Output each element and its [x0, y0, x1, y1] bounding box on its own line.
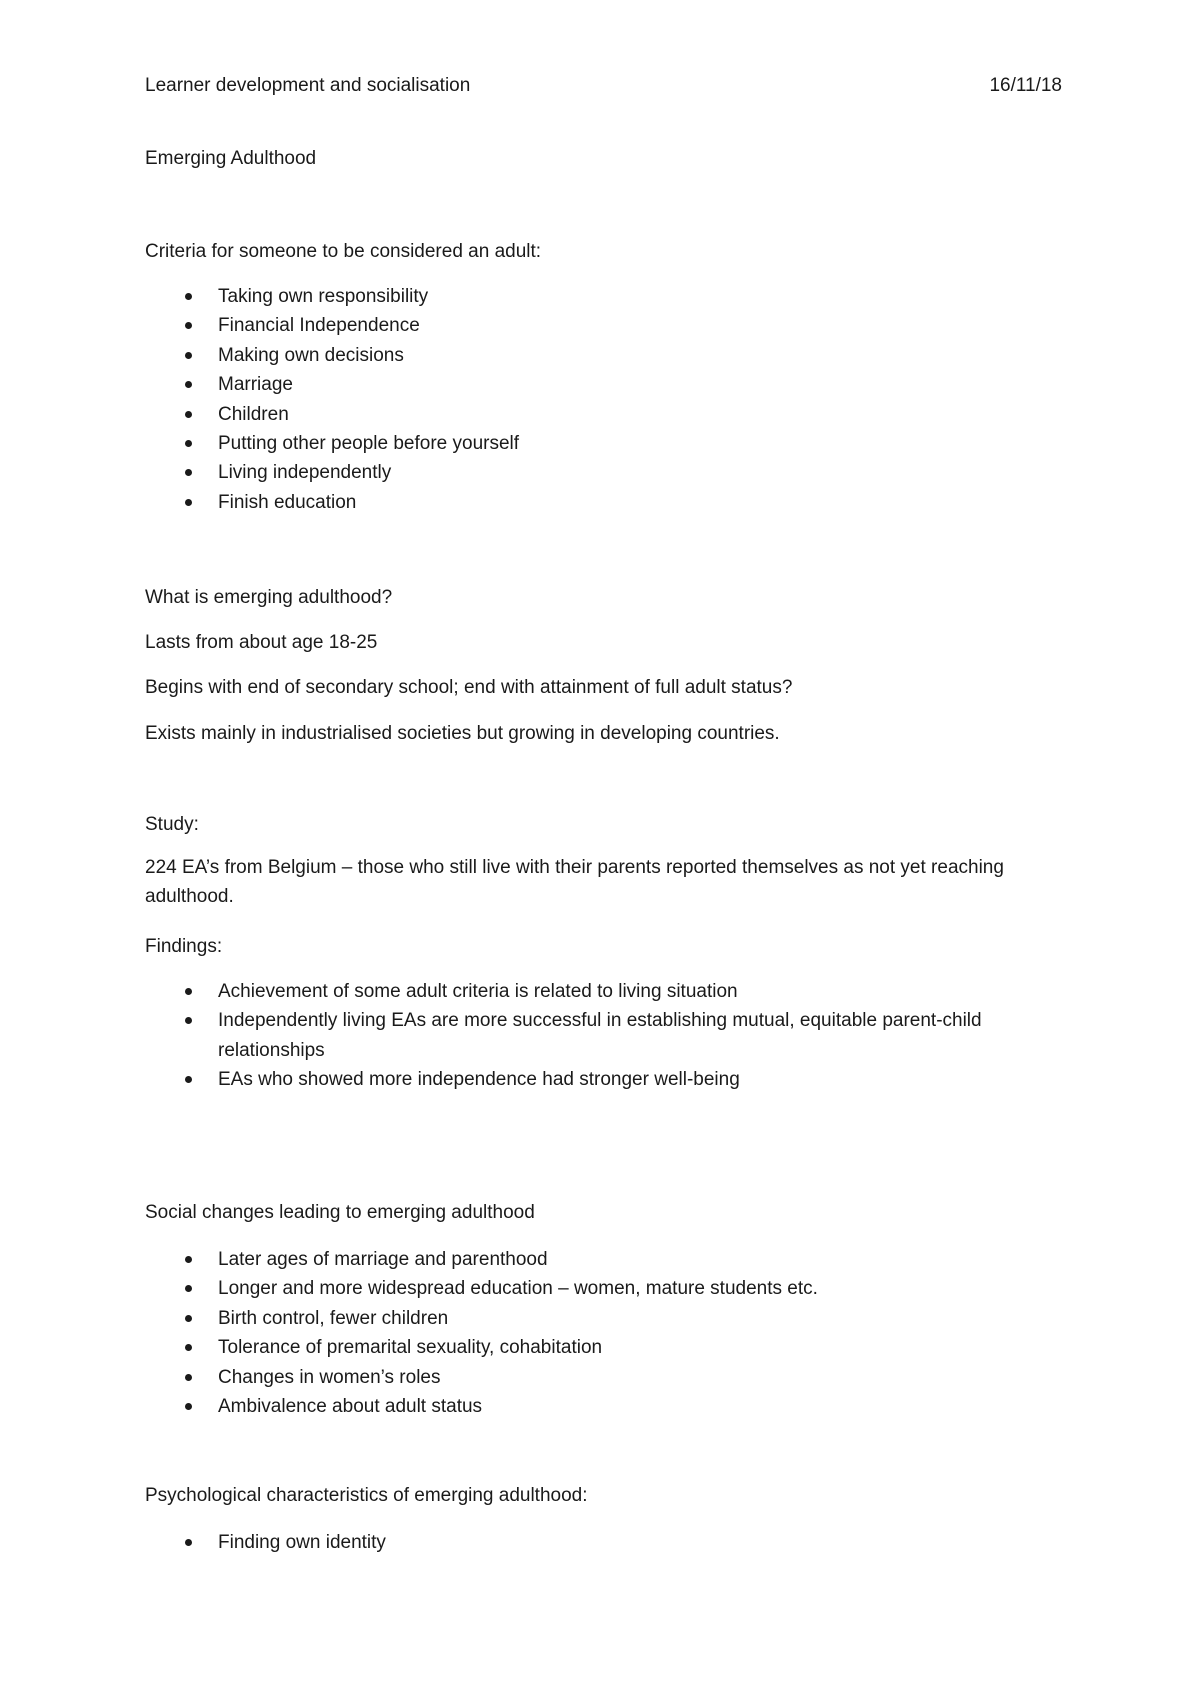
list-item: Tolerance of premarital sexuality, cohabitation [145, 1333, 1045, 1362]
bullet-icon [185, 1285, 192, 1292]
bullet-icon [185, 499, 192, 506]
bullet-icon [185, 1017, 192, 1024]
criteria-heading: Criteria for someone to be considered an adult: [145, 241, 542, 262]
list-item: Putting other people before yourself [145, 429, 1045, 458]
list-item: Taking own responsibility [145, 282, 1045, 311]
list-item: Financial Independence [145, 311, 1045, 340]
list-item: Children [145, 400, 1045, 429]
social-list [145, 1245, 1045, 1421]
list-item: Making own decisions [145, 341, 1045, 370]
bullet-icon [185, 293, 192, 300]
page-header [145, 74, 1062, 98]
list-item: Longer and more widespread education – women, mature students etc. [145, 1274, 1045, 1303]
list-item: Achievement of some adult criteria is related to living situation [145, 977, 1045, 1006]
list-item: Ambivalence about adult status [145, 1392, 1045, 1421]
list-item: Changes in women’s roles [145, 1363, 1045, 1392]
findings-heading: Findings: [145, 936, 223, 957]
study-text: 224 EA’s from Belgium – those who still live with their parents reported themselves as not yet reaching adulthood. [145, 857, 1004, 907]
what-is-line-1: Lasts from about age 18-25 [145, 632, 378, 653]
bullet-icon [185, 1374, 192, 1381]
bullet-icon [185, 411, 192, 418]
findings-list [145, 977, 1045, 1095]
study-heading: Study: [145, 814, 199, 835]
what-is-heading: What is emerging adulthood? [145, 587, 393, 608]
bullet-icon [185, 381, 192, 388]
what-is-line-3: Exists mainly in industrialised societies but growing in developing countries. [145, 723, 780, 744]
bullet-icon [185, 1403, 192, 1410]
course-title: Learner development and socialisation [145, 75, 471, 96]
bullet-icon [185, 440, 192, 447]
psych-list [145, 1528, 1045, 1557]
psych-heading: Psychological characteristics of emerging adulthood: [145, 1485, 588, 1506]
list-item: Finding own identity [145, 1528, 1045, 1557]
header-date: 16/11/18 [989, 75, 1062, 96]
list-item: Marriage [145, 370, 1045, 399]
list-item: Later ages of marriage and parenthood [145, 1245, 1045, 1274]
criteria-list [145, 282, 1045, 517]
bullet-icon [185, 322, 192, 329]
list-item: Finish education [145, 488, 1045, 517]
bullet-icon [185, 1256, 192, 1263]
bullet-icon [185, 1344, 192, 1351]
list-item: Birth control, fewer children [145, 1304, 1045, 1333]
bullet-icon [185, 1076, 192, 1083]
list-item: EAs who showed more independence had stronger well-being [145, 1065, 1045, 1094]
bullet-icon [185, 352, 192, 359]
list-item: Independently living EAs are more successful in establishing mutual, equitable parent-child relationships [145, 1006, 1045, 1065]
document-title: Emerging Adulthood [145, 148, 317, 169]
bullet-icon [185, 1315, 192, 1322]
what-is-line-2: Begins with end of secondary school; end with attainment of full adult status? [145, 677, 793, 698]
bullet-icon [185, 988, 192, 995]
bullet-icon [185, 1539, 192, 1546]
social-heading: Social changes leading to emerging adulthood [145, 1202, 535, 1223]
list-item: Living independently [145, 458, 1045, 487]
bullet-icon [185, 469, 192, 476]
